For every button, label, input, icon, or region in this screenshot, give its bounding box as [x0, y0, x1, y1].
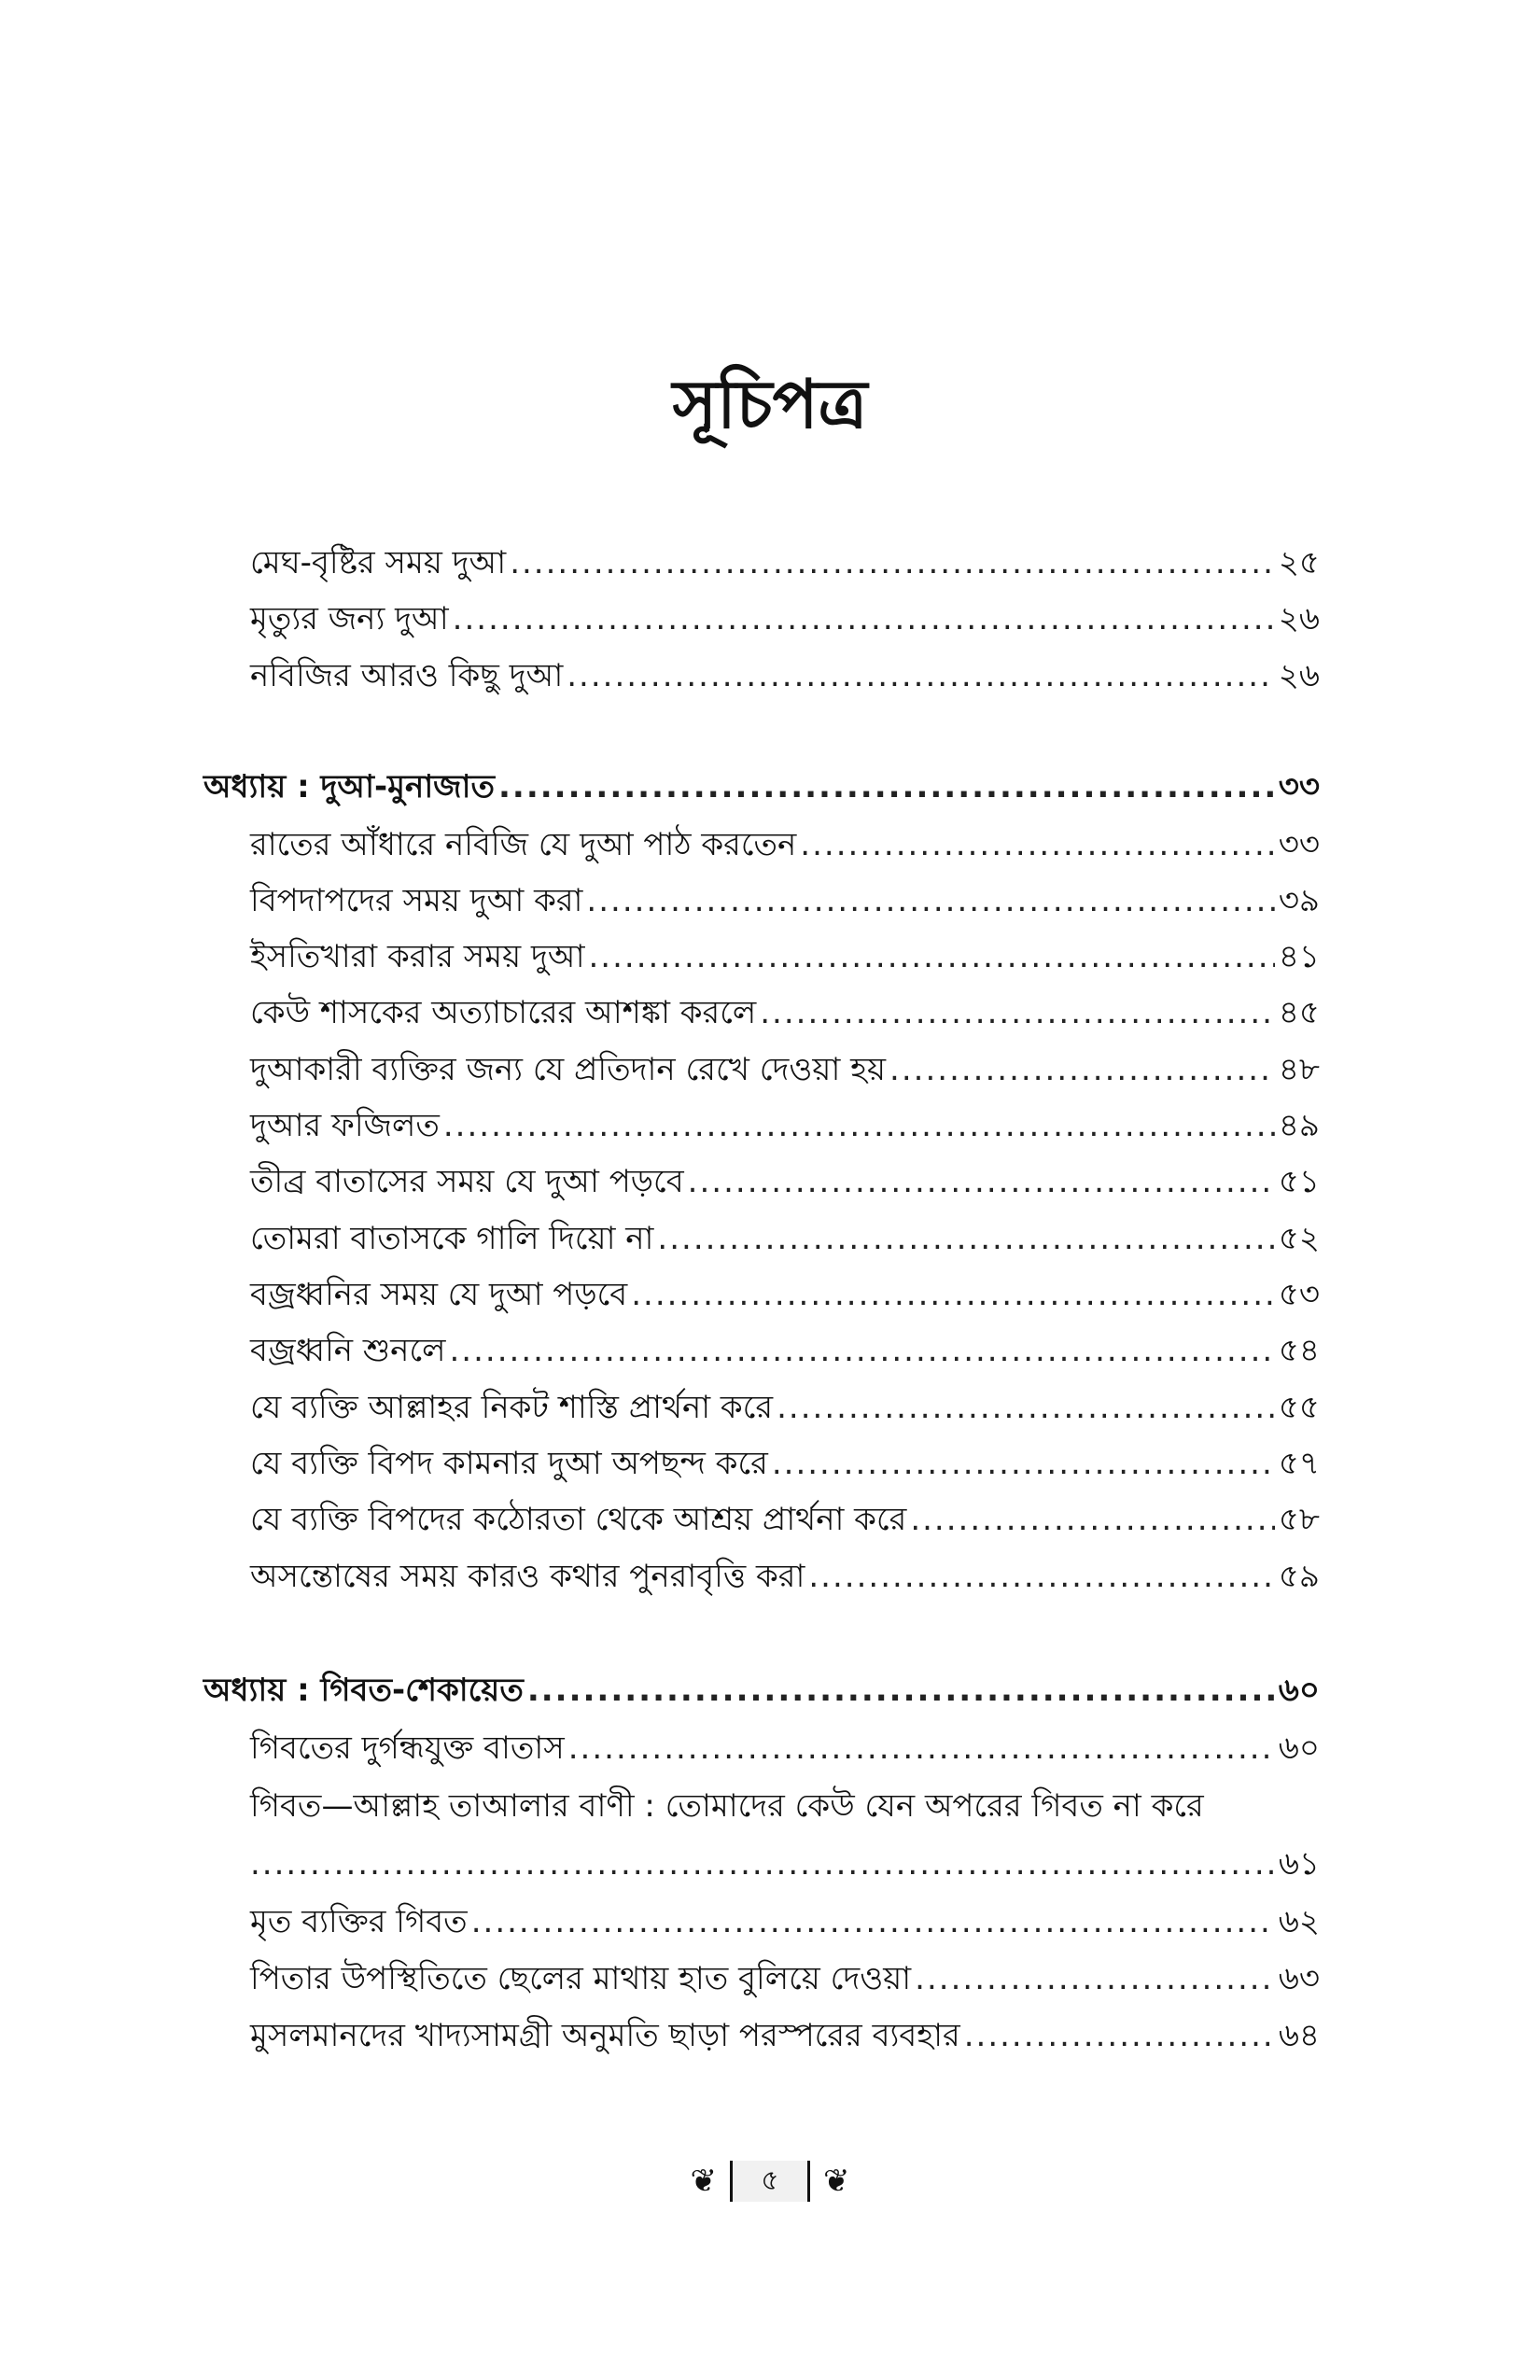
toc-entry-title: তীব্র বাতাসের সময় যে দুআ পড়বে: [250, 1163, 684, 1200]
toc-entry-title: দুআর ফজিলত: [250, 1107, 440, 1144]
toc-entry[interactable]: [250, 1496, 1320, 1543]
toc-entry-title: পিতার উপস্থিতিতে ছেলের মাথায় হাত বুলিয়ে দেওয়া: [250, 1960, 912, 1997]
leader-dots: [510, 539, 1275, 586]
toc-entry-title: বজ্রধ্বনির সময় যে দুআ পড়বে: [250, 1276, 628, 1313]
toc-entry[interactable]: [250, 1440, 1320, 1487]
toc-entry[interactable]: [250, 539, 1320, 586]
leader-dots: [443, 1102, 1275, 1149]
toc-entry[interactable]: [250, 1725, 1320, 1771]
toc-entry-page: ৫২: [1278, 1220, 1320, 1257]
toc-entry-page: ৬১: [1278, 1845, 1320, 1883]
toc-entry-page: ৩৩: [1278, 826, 1320, 863]
toc-entry-title: গিবতের দুর্গন্ধযুক্ত বাতাস: [250, 1729, 565, 1767]
leader-dots: [498, 763, 1275, 810]
toc-entry-title: যে ব্যক্তি আল্লাহর নিকট শাস্তি প্রার্থনা করে: [250, 1389, 774, 1426]
leader-dots: [800, 821, 1275, 868]
toc-entry[interactable]: [250, 1898, 1320, 1945]
toc-entry-page: ৪৫: [1278, 994, 1320, 1031]
toc-entry[interactable]: [250, 2012, 1320, 2059]
leader-dots: [568, 1725, 1275, 1771]
toc-entry-page: ৬৪: [1278, 2017, 1320, 2054]
chapter-page: ৬০: [1278, 1672, 1320, 1709]
toc-entry[interactable]: [250, 1955, 1320, 2002]
toc-entry[interactable]: [250, 933, 1320, 980]
toc-entry[interactable]: [250, 1102, 1320, 1149]
leader-dots: [586, 877, 1274, 924]
leader-dots: [777, 1384, 1275, 1431]
toc-entry[interactable]: [250, 1215, 1320, 1262]
leader-dots: [527, 1667, 1275, 1714]
toc-entry-title: মৃত ব্যক্তির গিবত: [250, 1903, 468, 1940]
toc-entry-title: বজ্রধ্বনি শুনলে: [250, 1332, 446, 1369]
toc-entry-title: কেউ শাসকের অত্যাচারের আশঙ্কা করলে: [250, 994, 757, 1031]
toc-entry-page: ৪৮: [1278, 1051, 1320, 1088]
toc-entry[interactable]: [250, 1158, 1320, 1205]
toc-entry[interactable]: [250, 652, 1320, 699]
toc-entry-page: ৫৯: [1278, 1558, 1320, 1595]
toc-entry-title: যে ব্যক্তি বিপদ কামনার দুআ অপছন্দ করে: [250, 1445, 768, 1482]
toc-entry-page: ৬০: [1278, 1729, 1320, 1767]
leader-dots: [471, 1898, 1275, 1945]
toc-entry-page: ৫৭: [1278, 1445, 1320, 1482]
leader-dots: [688, 1158, 1275, 1205]
toc-entry-page: ৫৫: [1278, 1389, 1320, 1426]
ornament-left-icon: ❦: [690, 2163, 717, 2200]
page-title: সূচিপত্র: [672, 365, 868, 443]
toc-entry[interactable]: [250, 1384, 1320, 1431]
chapter-title: অধ্যায় : গিবত-শেকায়েত: [203, 1672, 524, 1709]
toc-entry[interactable]: [250, 595, 1320, 642]
toc-entry-page: ৬৩: [1278, 1960, 1320, 1997]
page-footer: [0, 2158, 1540, 2205]
toc-entry[interactable]: [250, 1271, 1320, 1318]
toc-entry-title: যে ব্যক্তি বিপদের কঠোরতা থেকে আশ্রয় প্রার্থনা করে: [250, 1501, 907, 1538]
toc-entry-page: ৫১: [1278, 1163, 1320, 1200]
toc-entry-page: ৪১: [1278, 938, 1320, 975]
toc-chapter-heading[interactable]: [203, 1667, 1320, 1714]
toc-entry-title: তোমরা বাতাসকে গালি দিয়ো না: [250, 1220, 654, 1257]
leader-dots: [760, 989, 1275, 1036]
toc-entry-title: মুসলমানদের খাদ্যসামগ্রী অনুমতি ছাড়া পরস্পরের ব্যবহার: [250, 2017, 960, 2054]
toc-entry-title: রাতের আঁধারে নবিজি যে দুআ পাঠ করতেন: [250, 826, 797, 863]
toc-entry[interactable]: [250, 1327, 1320, 1374]
ornament-right-icon: ❦: [823, 2163, 850, 2200]
toc-entry-title: নবিজির আরও কিছু দুআ: [250, 657, 564, 694]
toc-entry-title: বিপদাপদের সময় দুআ করা: [250, 882, 583, 919]
toc-entry-page: ৫৩: [1278, 1276, 1320, 1313]
toc-entry-page: ৩৯: [1278, 882, 1320, 919]
toc-entry-wrapped-line[interactable]: [250, 1841, 1320, 1887]
leader-dots: [910, 1496, 1275, 1543]
toc-entry-page: ২৬: [1278, 600, 1320, 637]
toc-entry-page: ২৫: [1278, 544, 1320, 581]
leader-dots: [449, 1327, 1274, 1374]
leader-dots: [657, 1215, 1274, 1262]
leader-dots: [915, 1955, 1275, 2002]
toc-entry[interactable]: [250, 1553, 1320, 1600]
leader-dots: [808, 1553, 1275, 1600]
toc-entry[interactable]: [250, 989, 1320, 1036]
toc-entry-page: ৫৮: [1278, 1501, 1320, 1538]
leader-dots: [250, 1841, 1275, 1887]
leader-dots: [567, 652, 1275, 699]
toc-entry-title: ইসতিখারা করার সময় দুআ: [250, 938, 585, 975]
toc-entry-page: ৬২: [1278, 1903, 1320, 1940]
toc-entry-title: দুআকারী ব্যক্তির জন্য যে প্রতিদান রেখে দেওয়া হয়: [250, 1051, 887, 1088]
leader-dots: [631, 1271, 1275, 1318]
toc-entry[interactable]: [250, 1046, 1320, 1093]
toc-entry-title: অসন্তোষের সময় কারও কথার পুনরাবৃত্তি করা: [250, 1558, 805, 1595]
toc-entry-page: ৫৪: [1278, 1332, 1320, 1369]
toc-entry-wrapped-title[interactable]: গিবত—আল্লাহ তাআলার বাণী : তোমাদের কেউ যেন অপরের গিবত না করে: [250, 1787, 1204, 1825]
toc-entry-title: মেঘ-বৃষ্টির সময় দুআ: [250, 544, 507, 581]
page-number: ৫: [730, 2161, 810, 2202]
leader-dots: [772, 1440, 1275, 1487]
chapter-page: ৩৩: [1278, 768, 1320, 805]
leader-dots: [589, 933, 1275, 980]
toc-entry[interactable]: [250, 877, 1320, 924]
leader-dots: [964, 2012, 1275, 2059]
toc-entry-page: ৪৯: [1278, 1107, 1320, 1144]
toc-entry-page: ২৬: [1278, 657, 1320, 694]
leader-dots: [889, 1046, 1275, 1093]
leader-dots: [453, 595, 1275, 642]
chapter-title: অধ্যায় : দুআ-মুনাজাত: [203, 768, 495, 805]
toc-chapter-heading[interactable]: [203, 763, 1320, 810]
toc-entry-title: মৃত্যুর জন্য দুআ: [250, 600, 449, 637]
toc-entry[interactable]: [250, 821, 1320, 868]
